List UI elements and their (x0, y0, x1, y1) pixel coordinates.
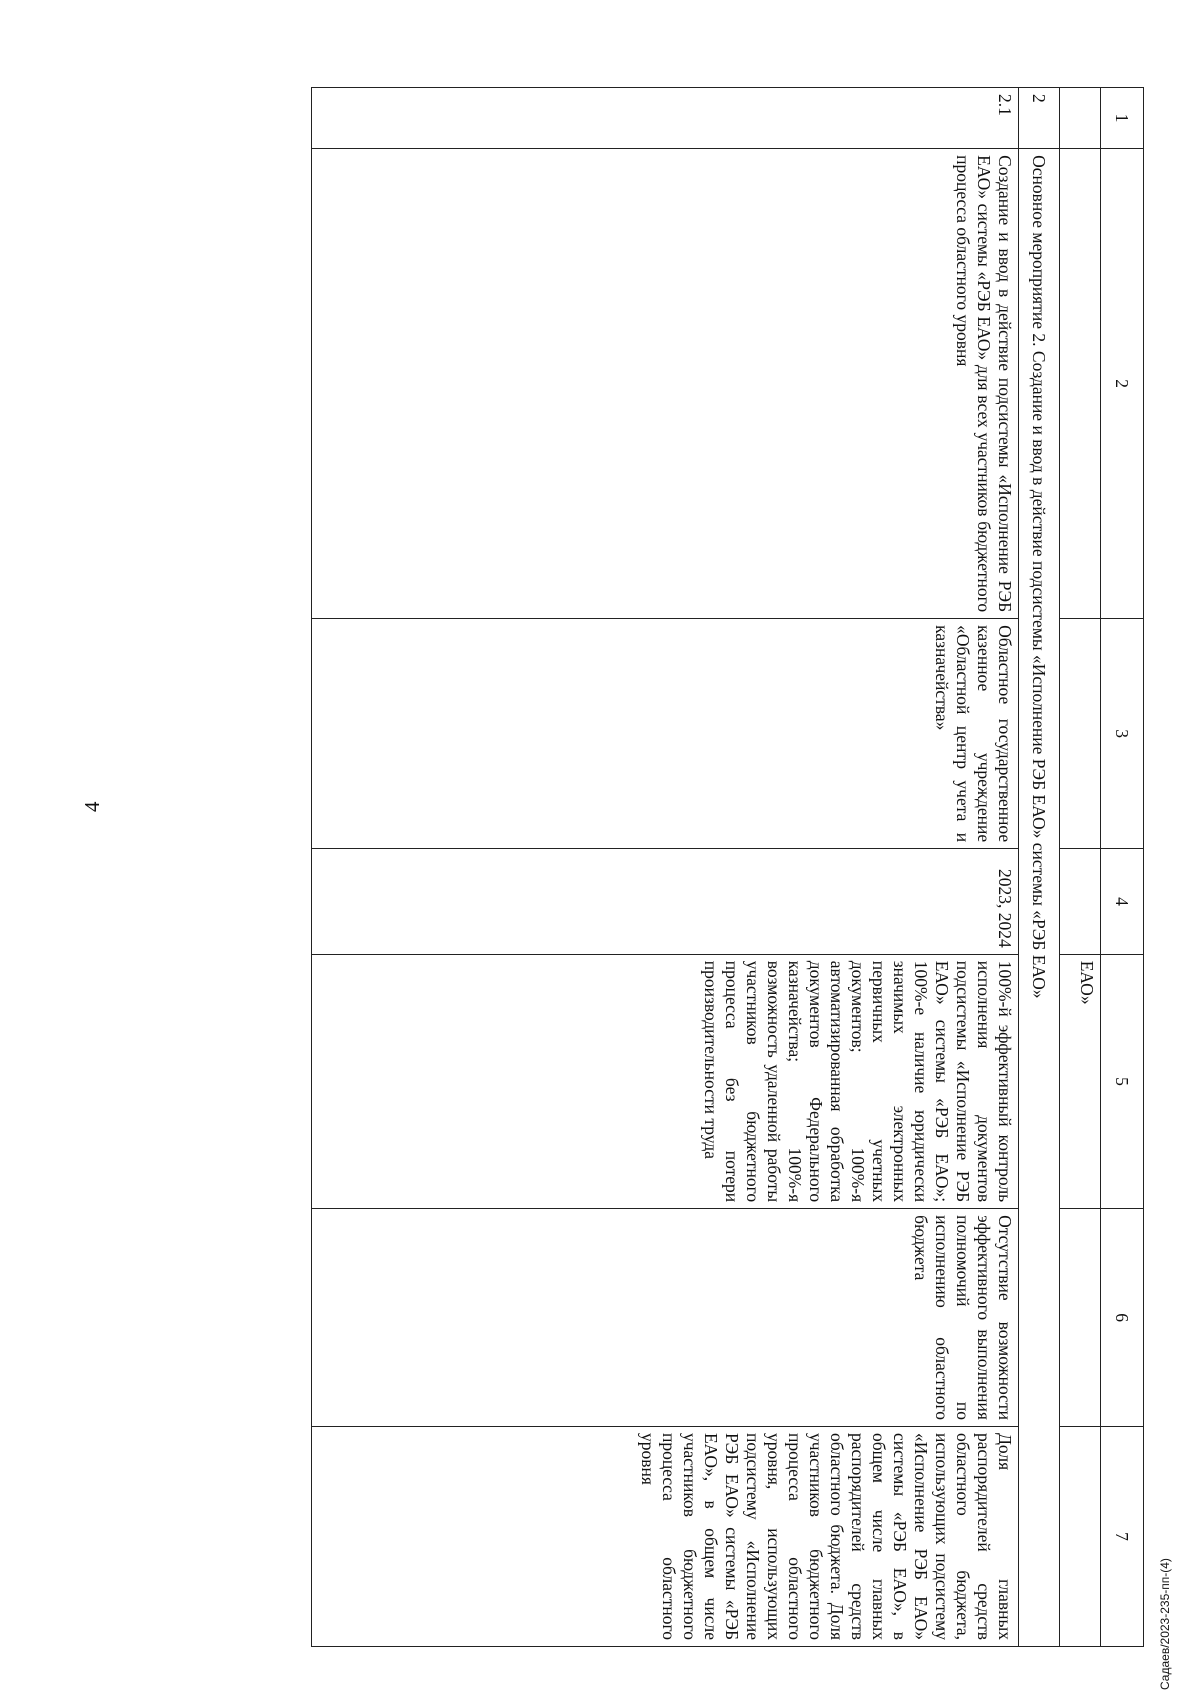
section-number: 2 (1019, 88, 1060, 149)
col-number-4: 4 (1101, 849, 1144, 955)
continuation-row (1060, 88, 1101, 1647)
table-row (312, 88, 1019, 1647)
rotated-table-wrapper (146, 87, 1144, 1647)
expected-result: 100%-й эффективный контроль исполнения документов подсистемы «Исполнение РЭБ ЕАО» системы «РЭБ ЕАО»; 100%-е наличие юридически значимых электронных первичных учетных документов; 100%-я автоматизированная обработка документов Федерального казначейства; 100%-я возможность удаленной работы участников бюджетного процесса без потери производительности труда (312, 954, 1019, 1208)
program-activities-table (311, 87, 1144, 1647)
col-number-2: 2 (1101, 149, 1144, 619)
responsible-executor: Областное государственное казенное учреждение «Областной центр учета и казначейства» (312, 619, 1019, 849)
footer-document-code: Садаев/2023-235-пп-(4) (1158, 1558, 1172, 1690)
col-number-1: 1 (1101, 88, 1144, 149)
col-number-5: 5 (1101, 954, 1144, 1208)
section-title: Основное мероприятие 2. Создание и ввод в действие подсистемы «Исполнение РЭБ ЕАО» системы «РЭБ ЕАО» (1019, 149, 1060, 1647)
section-row (1019, 88, 1060, 1647)
activity-name: Создание и ввод в действие подсистемы «Исполнение РЭБ ЕАО» системы «РЭБ ЕАО» для всех участников бюджетного процесса областного уровня (312, 149, 1019, 619)
col-number-6: 6 (1101, 1209, 1144, 1427)
page-number: 4 (80, 801, 104, 812)
col-number-3: 3 (1101, 619, 1144, 849)
related-indicators: Доля главных распорядителей средств областного бюджета, использующих подсистему «Исполнение РЭБ ЕАО» системы «РЭБ ЕАО», в общем числе главных распорядителей средств областного бюджета. Доля участников бюджетного процесса областного уровня, использующих подсистему «Исполнение РЭБ ЕАО» системы «РЭБ ЕАО», в общем числе участников бюджетного процесса областного уровня (312, 1426, 1019, 1646)
col-number-7: 7 (1101, 1426, 1144, 1646)
continuation-cell: ЕАО» (1060, 954, 1101, 1208)
implementation-period: 2023, 2024 (312, 849, 1019, 955)
non-implementation-consequences: Отсутствие возможности эффективного выполнения полномочий по исполнению областного бюджета (312, 1209, 1019, 1427)
column-number-row (1101, 88, 1144, 1647)
row-number: 2.1 (312, 88, 1019, 149)
